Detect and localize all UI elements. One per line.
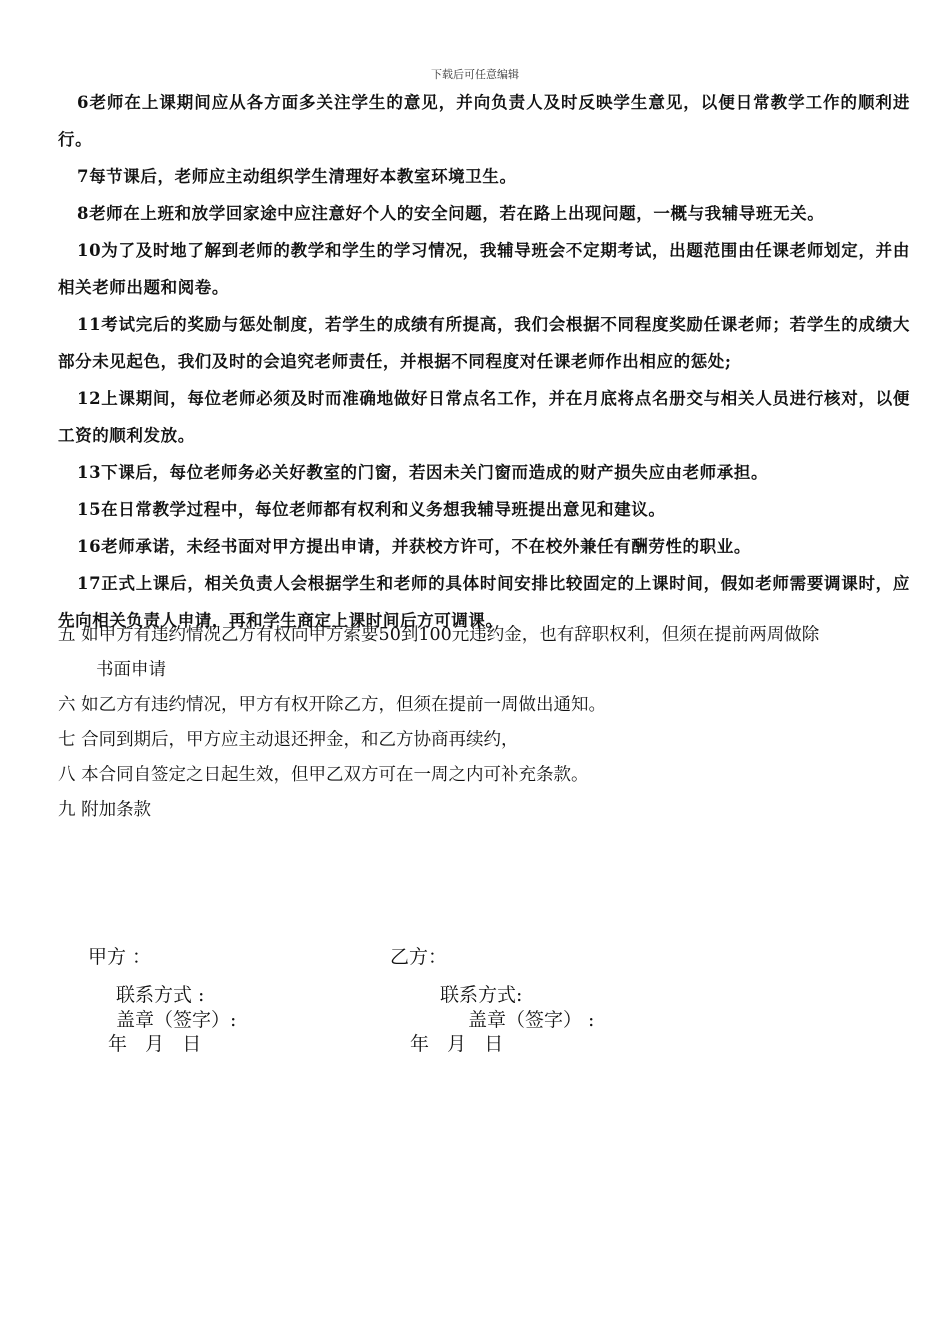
clause-11: 11考试完后的奖励与惩处制度，若学生的成绩有所提高，我们会根据不同程度奖励任课老师；若学生的成绩大部分未见起色，我们及时的会追究老师责任，并根据不同程度对任课老师作出相应的惩处; (58, 315, 910, 371)
party-b-label: 乙方： (390, 946, 448, 968)
section-6: 六 如乙方有违约情况，甲方有权开除乙方，但须在提前一周做出通知。 (58, 695, 607, 715)
party-a-label: 甲方 ： (88, 946, 152, 968)
clause-13: 13下课后，每位老师务必关好教室的门窗，若因未关门窗而造成的财产损失应由老师承担。 (77, 463, 769, 482)
party-a-seal: 盖章（签字）: (116, 1009, 237, 1031)
section-8: 八 本合同自签定之日起生效，但甲乙双方可在一周之内可补充条款。 (58, 765, 589, 785)
clause-8: 8老师在上班和放学回家途中应注意好个人的安全问题，若在路上出现问题，一概与我辅导班无关。 (77, 204, 825, 223)
clause-12: 12上课期间，每位老师必须及时而准确地做好日常点名工作，并在月底将点名册交与相关人员进行核对，以便工资的顺利发放。 (58, 389, 910, 445)
clause-list (58, 84, 910, 639)
party-b-date: 年 月 日 (410, 1033, 504, 1055)
section-list (58, 618, 910, 828)
clause-6: 6老师在上课期间应从各方面多关注学生的意见，并向负责人及时反映学生意见，以便日常教学工作的顺利进行。 (58, 93, 910, 149)
clause-7: 7每节课后，老师应主动组织学生清理好本教室环境卫生。 (77, 167, 517, 186)
clause-15: 15在日常教学过程中，每位老师都有权利和义务想我辅导班提出意见和建议。 (77, 500, 666, 519)
clause-10: 10为了及时地了解到老师的教学和学生的学习情况，我辅导班会不定期考试，出题范围由任课老师划定，并由相关老师出题和阅卷。 (58, 241, 910, 297)
section-7: 七 合同到期后，甲方应主动退还押金，和乙方协商再续约， (58, 730, 519, 750)
section-5-continuation: 书面申请 (96, 660, 166, 680)
party-a-date: 年 月 日 (108, 1033, 202, 1055)
header-note: 下载后可任意编辑 (431, 68, 519, 81)
party-a-contact: 联系方式 : (116, 984, 205, 1006)
section-9: 九 附加条款 (58, 800, 152, 820)
party-b-contact: 联系方式: (440, 984, 523, 1006)
clause-17: 17正式上课后，相关负责人会根据学生和老师的具体时间安排比较固定的上课时间，假如老师需要调课时，应先向相关负责人申请，再和学生商定上课时间后方可调课。 (58, 574, 910, 630)
party-b-seal: 盖章（签字） : (468, 1009, 595, 1031)
clause-16: 16老师承诺，未经书面对甲方提出申请，并获校方许可，不在校外兼任有酬劳性的职业。 (77, 537, 751, 556)
section-5: 五 如甲方有违约情况乙方有权向甲方索要50到100元违约金，也有辞职权利，但须在提前两周做除 (58, 625, 820, 645)
